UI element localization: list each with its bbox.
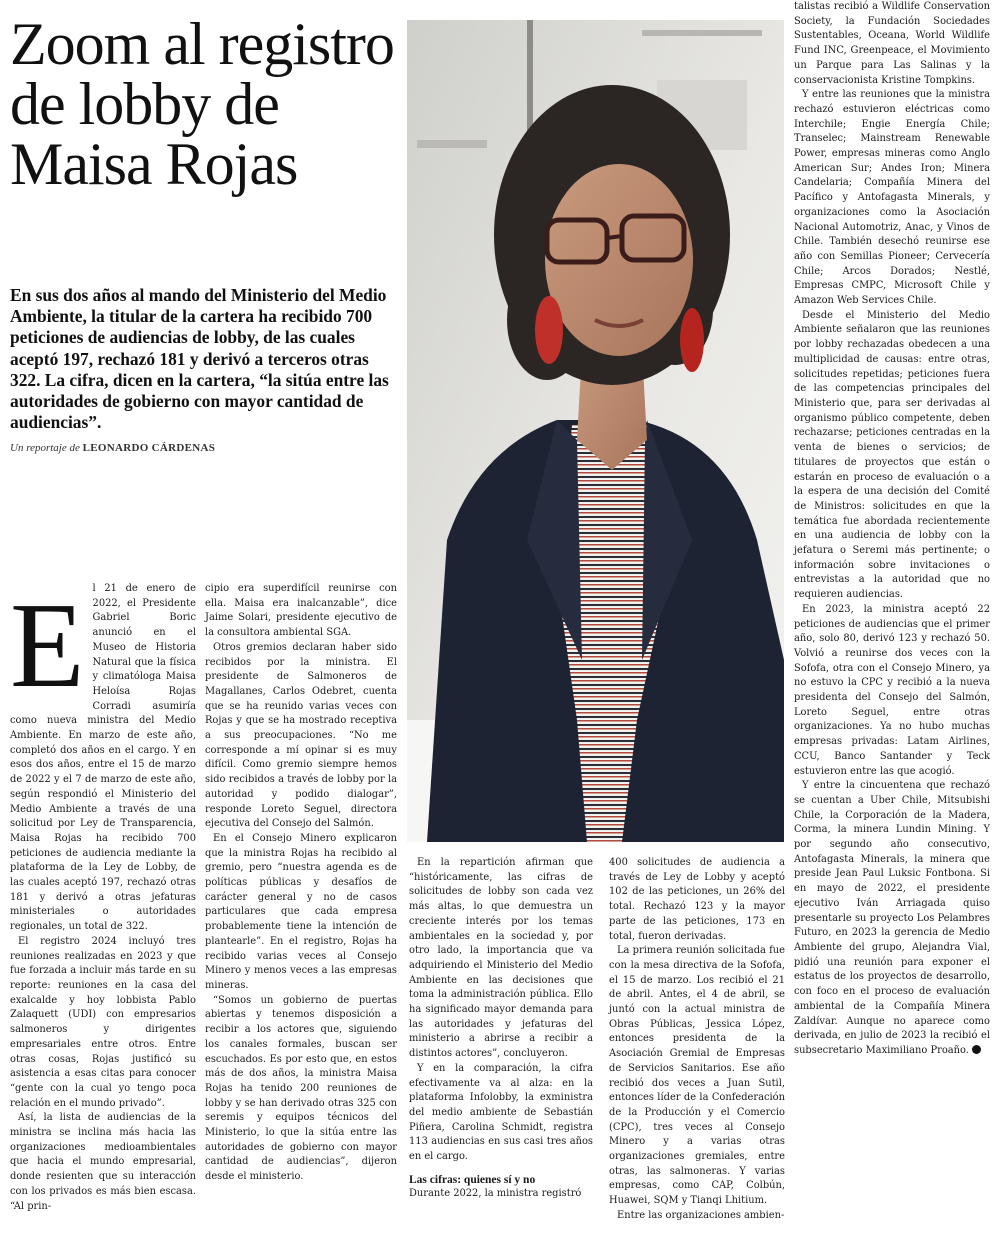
section-subhead: Las cifras: quienes sí y no bbox=[409, 1173, 536, 1186]
paragraph: Otros gremios declaran haber sido recibidos por la ministra. El presidente de Salmoneros de Magallanes, Carlos Odebret, cuenta que se ha reunido varias veces con Rojas y que se ha mostrado receptiva a sus preocupaciones. “No me corresponde a mí opinar si es muy difícil. Como gremio siempre hemos sido recibidos a través de lobby por la autoridad y podido dialogar”, responde Loreto Seguel, directora ejecutiva del Consejo del Salmón. bbox=[205, 641, 397, 830]
article-column-5 bbox=[794, 0, 990, 1059]
paragraph: En 2023, la ministra aceptó 22 peticiones de audiencias que el primer año, solo 80, derivó 123 y rechazó 50. Volvió a reunirse dos veces con la Sofofa, otra con el Consejo Minero, ya no estuvo la CPC y recibió a la nueva presidenta del Consejo del Salmón, Loreto Seguel, entre otras organizaciones. Ya no hubo muchas empresas privadas: Latam Airlines, CCU, Banco Santander y Teck estuvieron entre las que acogió. bbox=[794, 603, 990, 777]
headline: Zoom al registro de lobby de Maisa Rojas bbox=[10, 11, 394, 197]
paragraph: En el Consejo Minero explicaron que la ministra Rojas ha recibido al gremio, pero “nuestra agenda es de políticas públicas y desafíos de carácter general y no de casos particulares que cada empresa probablemente tiene la intención de plantearle”. En el registro, Rojas ha recibido varias veces al Consejo Minero y menos veces a las empresas mineras. bbox=[205, 832, 397, 991]
drop-cap: E bbox=[10, 578, 85, 713]
paragraph: El registro 2024 incluyó tres reuniones realizadas en 2023 y que fue forzada a incluir más tarde en su reporte: reuniones en la casa del exalcalde y hoy lobbista Pablo Zalaquett (UDI) con empresarios salmoneros y dirigentes empresariales entre otros. Entre otras cosas, Rojas justificó su asistencia a esas citas para conocer “gente con la cual yo tengo poca relación en el mundo privado”. bbox=[10, 935, 196, 1109]
paragraph: talistas recibió a Wildlife Conservation Society, la Fundación Sociedades Sustentables, Oceana, World Wildlife Fund INC, Greenpeace, el Movimiento un Parque para Las Salinas y la conservacionista Kristine Tompkins. bbox=[794, 1, 990, 86]
paragraph: “Somos un gobierno de puertas abiertas y tenemos disposición a recibir a los actores que, siguiendo los canales formales, buscan ser escuchados. Es por esto que, en estos más de dos años, la ministra Maisa Rojas ha tenido 200 reuniones de lobby y se han derivado otras 325 con seremis y equipos técnicos del Ministerio, lo que la sitúa entre las autoridades de gobierno con mayor cantidad de audiencias”, dijeron desde el ministerio. bbox=[205, 994, 397, 1183]
paragraph: cipio era superdifícil reunirse con ella. Maisa era inalcanzable”, dice Jaime Solari, presidente ejecutivo de la consultora ambiental SGA. bbox=[205, 583, 397, 639]
paragraph: Entre las organizaciones ambien- bbox=[617, 1209, 785, 1221]
paragraph: Durante 2022, la ministra registró bbox=[409, 1188, 582, 1200]
byline-author: LEONARDO CÁRDENAS bbox=[82, 442, 216, 454]
paragraph: Y en la comparación, la cifra efectivamente va al alza: en la plataforma Infolobby, la exministra del medio ambiente de Sebastián Piñera, Carolina Schmidt, registra 113 audiencias en sus casi tres años en el cargo. bbox=[409, 1062, 593, 1163]
paragraph: En la repartición afirman que “históricamente, las cifras de solicitudes de lobby son cada vez más altas, lo que demuestra un creciente interés por los temas ambientales en la sociedad y, por otro lado, la importancia que va adquiriendo el Ministerio del Medio Ambiente en las decisiones que toma la administración pública. Ello ha significado mayor demanda para las autoridades y jefaturas del ministerio a abrirse a recibir a distintos actores”, concluyeron. bbox=[409, 857, 593, 1060]
article-column-2 bbox=[205, 582, 397, 1185]
byline-prefix: Un reportaje de bbox=[10, 442, 80, 454]
paragraph: l 21 de enero de 2022, el Presidente Gabriel Boric anunció en el Museo de Historia Natural que la física y climatóloga Maisa Heloísa Rojas Corradi asumiría como nueva ministra del Medio Ambiente. En marzo de este año, completó dos años en el cargo. Y en esos dos años, entre el 15 de marzo de 2022 y el 7 de marzo de este año, según respondió el Ministerio del Medio Ambiente a través de una solicitud por Ley de Transparencia, Maisa Rojas ha recibido 700 peticiones de audiencia mediante la plataforma de la Ley de Lobby, de las cuales aceptó 197, rechazó otras 181 y derivó a otras jefaturas ministeriales o autoridades regionales, un total de 322. bbox=[10, 583, 196, 933]
paragraph: 400 solicitudes de audiencia a través de Ley de Lobby y aceptó 102 de las peticiones, un 26% del total. Rechazó 123 y la mayor parte de las peticiones, 173 en total, fueron derivadas. bbox=[609, 857, 785, 942]
portrait-illustration bbox=[407, 20, 784, 842]
paragraph: La primera reunión solicitada fue con la mesa directiva de la Sofofa, el 15 de marzo. Los recibió el 21 de abril. Antes, el 4 de abril, se juntó con la actual ministra de Obras Públicas, Jessica López, entonces presidenta de la Asociación Gremial de Empresas de Servicios Sanitarios. Ese año recibió dos veces a Juan Sutil, entonces líder de la Confederación de la Producción y el Comercio (CPC), tres veces al Consejo Minero y a varias otras organizaciones gremiales, entre otras, las salmoneras. Y varias empresas, como CAP, Colbún, Huawei, SQM y Tianqi Lhitium. bbox=[609, 945, 785, 1207]
final-paragraph-text: Y entre la cincuentena que rechazó se cuentan a Uber Chile, Mitsubishi Chile, la Corporación de la Madera, Corma, la minera Lundin Mining. Y por segundo año consecutivo, Antofagasta Minerals, la minera que preside Jean Paul Luksic Fontbona. Si en mayo de 2022, el presidente ejecutivo Iván Arriagada quiso presentarle su proyecto Los Pelambres Futuro, en 2023 la gerencia de Medio Ambiente del grupo, Alejandra Vial, pidió una reunión para exponer el estatus de los proyectos de desarrollo, con foco en el proceso de evaluación ambiental de la Compañía Minera Zaldívar. Aunque no aparece como derivada, en julio de 2023 la recibió el subsecretario Maximiliano Proaño. bbox=[794, 780, 990, 1056]
paragraph: Así, la lista de audiencias de la ministra se inclina más hacia las organizaciones medioambientales que hacia el mundo empresarial, donde resienten que su interacción con los privados es más bien escasa. “Al prin- bbox=[10, 1112, 196, 1212]
lead-paragraph: En sus dos años al mando del Ministerio del Medio Ambiente, la titular de la cartera ha recibido 700 peticiones de audiencias de lobby, de las cuales aceptó 197, rechazó 181 y derivó a terceros otras 322. La cifra, dicen en la cartera, “la sitúa entre las autoridades de gobierno con mayor cantidad de audiencias”. bbox=[10, 285, 389, 433]
article-column-3 bbox=[409, 856, 593, 1202]
end-of-article-icon bbox=[972, 1045, 981, 1054]
article-column-4 bbox=[609, 856, 785, 1224]
paragraph bbox=[794, 779, 990, 1058]
portrait-photo bbox=[407, 20, 784, 842]
paragraph: Y entre las reuniones que la ministra rechazó estuvieron eléctricas como Interchile; Engie Energía Chile; Transelec; Mainstream Renewable Power, empresas mineras como Anglo American Sur; Andes Iron; Minera Candelaria; Compañía Minera del Pacífico y Antofagasta Minerals, y organizaciones como la Asociación Nacional Automotriz, Anac, y Vinos de Chile. También desechó reunirse ese año con Semillas Pioneer; Cervecería Chile; Arcos Dorados; Nestlé, Empresas CMPC, Microsoft Chile y Amazon Web Services Chile. bbox=[794, 89, 990, 307]
byline bbox=[10, 442, 215, 454]
article-column-1 bbox=[10, 578, 196, 1214]
paragraph: Desde el Ministerio del Medio Ambiente señalaron que las reuniones por lobby rechazadas obedecen a una multiplicidad de causas: entre otras, solicitudes repetidas; peticiones fuera de las competencias principales del Ministerio que, para ser derivadas al organismo público competente, deben rechazarse; peticiones centradas en la venta de bienes o servicios; de titulares de proyectos que están o estarán en proceso de evaluación o a la espera de una decisión del Comité de Ministros: solicitudes en que la temática fue abordada recientemente en una audiencia de lobby con la jefatura o Seremi más pertinente; o información sobre invitaciones o entrevistas a la autoridad que no requieren audiencias. bbox=[794, 309, 990, 601]
